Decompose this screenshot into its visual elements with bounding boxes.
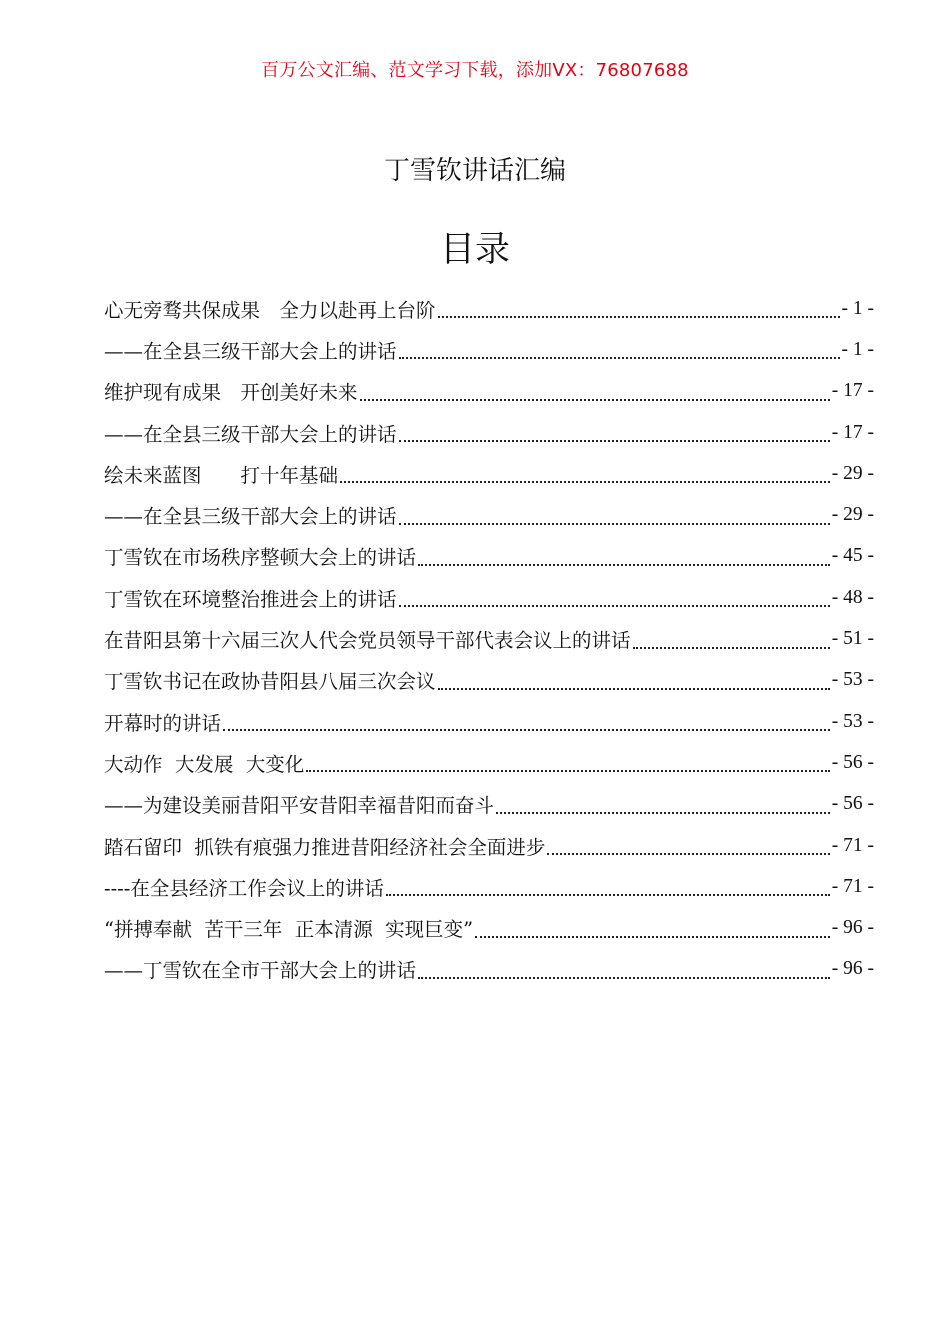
toc-entry[interactable] xyxy=(104,329,874,370)
toc-entry-title: 踏石留印 抓铁有痕强力推进昔阳经济社会全面进步 xyxy=(104,835,546,859)
toc-entry[interactable] xyxy=(104,701,874,742)
toc-entry-title: ——在全县三级干部大会上的讲话 xyxy=(104,422,397,446)
toc-entry[interactable] xyxy=(104,784,874,825)
toc-entry-page-number: - 56 - xyxy=(831,751,874,773)
toc-entry-page-number: - 1 - xyxy=(841,338,874,360)
toc-dot-leader xyxy=(496,811,830,814)
toc-dot-leader xyxy=(418,563,830,566)
toc-entry-page-number: - 53 - xyxy=(831,669,874,691)
toc-entry-page-number: - 48 - xyxy=(831,586,874,608)
toc-entry-title: ——在全县三级干部大会上的讲话 xyxy=(104,339,397,363)
toc-dot-leader xyxy=(399,439,830,442)
toc-entry[interactable] xyxy=(104,577,874,618)
document-title: 丁雪钦讲话汇编 xyxy=(383,156,566,186)
toc-entry[interactable] xyxy=(104,742,874,783)
watermark-header-note: 百万公文汇编、范文学习下载，添加VX：76807688 xyxy=(261,60,689,81)
toc-dot-leader xyxy=(438,687,830,690)
toc-entry[interactable] xyxy=(104,288,874,329)
toc-entry-title: 心无旁骛共保成果 全力以赴再上台阶 xyxy=(104,298,436,322)
toc-dot-leader xyxy=(360,398,830,401)
table-of-contents xyxy=(104,288,874,990)
toc-entry-page-number: - 71 - xyxy=(831,834,874,856)
toc-dot-leader xyxy=(306,769,829,772)
toc-entry-page-number: - 29 - xyxy=(831,504,874,526)
toc-entry-page-number: - 53 - xyxy=(831,710,874,732)
toc-entry-title: “拼搏奉献 苦干三年 正本清源 实现巨变” xyxy=(104,918,474,942)
toc-entry-title: 维护现有成果 开创美好未来 xyxy=(104,381,358,405)
toc-entry-page-number: - 56 - xyxy=(831,793,874,815)
toc-entry-title: 丁雪钦在市场秩序整顿大会上的讲话 xyxy=(104,546,417,570)
toc-dot-leader xyxy=(547,852,829,855)
toc-entry-title: ----在全县经济工作会议上的讲话 xyxy=(104,876,384,900)
toc-dot-leader xyxy=(475,935,830,938)
toc-entry-title: 开幕时的讲话 xyxy=(104,711,222,735)
toc-entry-title: 在昔阳县第十六届三次人代会党员领导干部代表会议上的讲话 xyxy=(104,629,631,653)
toc-entry-page-number: - 96 - xyxy=(831,958,874,980)
toc-entry-page-number: - 17 - xyxy=(831,380,874,402)
toc-entry-title: 丁雪钦在环境整治推进会上的讲话 xyxy=(104,587,397,611)
toc-entry[interactable] xyxy=(104,907,874,948)
toc-dot-leader xyxy=(340,480,830,483)
toc-entry-page-number: - 71 - xyxy=(831,875,874,897)
toc-dot-leader xyxy=(386,893,830,896)
toc-entry-page-number: - 51 - xyxy=(831,628,874,650)
toc-entry[interactable] xyxy=(104,866,874,907)
toc-entry-page-number: - 45 - xyxy=(831,545,874,567)
toc-entry-page-number: - 1 - xyxy=(841,297,874,319)
toc-entry[interactable] xyxy=(104,494,874,535)
toc-entry-title: ——在全县三级干部大会上的讲话 xyxy=(104,505,397,529)
toc-entry-page-number: - 17 - xyxy=(831,421,874,443)
toc-entry[interactable] xyxy=(104,949,874,990)
toc-dot-leader xyxy=(399,356,840,359)
toc-entry-page-number: - 29 - xyxy=(831,462,874,484)
toc-entry-title: 丁雪钦书记在政协昔阳县八届三次会议 xyxy=(104,670,436,694)
toc-dot-leader xyxy=(399,522,830,525)
toc-entry-title: ——丁雪钦在全市干部大会上的讲话 xyxy=(104,959,417,983)
toc-entry-title: 绘未来蓝图 打十年基础 xyxy=(104,463,339,487)
toc-dot-leader xyxy=(418,976,830,979)
toc-dot-leader xyxy=(399,604,830,607)
toc-dot-leader xyxy=(438,315,840,318)
toc-entry[interactable] xyxy=(104,453,874,494)
toc-entry[interactable] xyxy=(104,660,874,701)
toc-entry-page-number: - 96 - xyxy=(831,917,874,939)
toc-entry[interactable] xyxy=(104,536,874,577)
toc-heading: 目录 xyxy=(439,230,510,270)
toc-entry-title: ——为建设美丽昔阳平安昔阳幸福昔阳而奋斗 xyxy=(104,794,495,818)
toc-dot-leader xyxy=(633,646,830,649)
toc-entry-title: 大动作 大发展 大变化 xyxy=(104,752,305,776)
toc-entry[interactable] xyxy=(104,618,874,659)
toc-entry[interactable] xyxy=(104,412,874,453)
toc-entry[interactable] xyxy=(104,825,874,866)
toc-dot-leader xyxy=(223,728,830,731)
toc-entry[interactable] xyxy=(104,371,874,412)
